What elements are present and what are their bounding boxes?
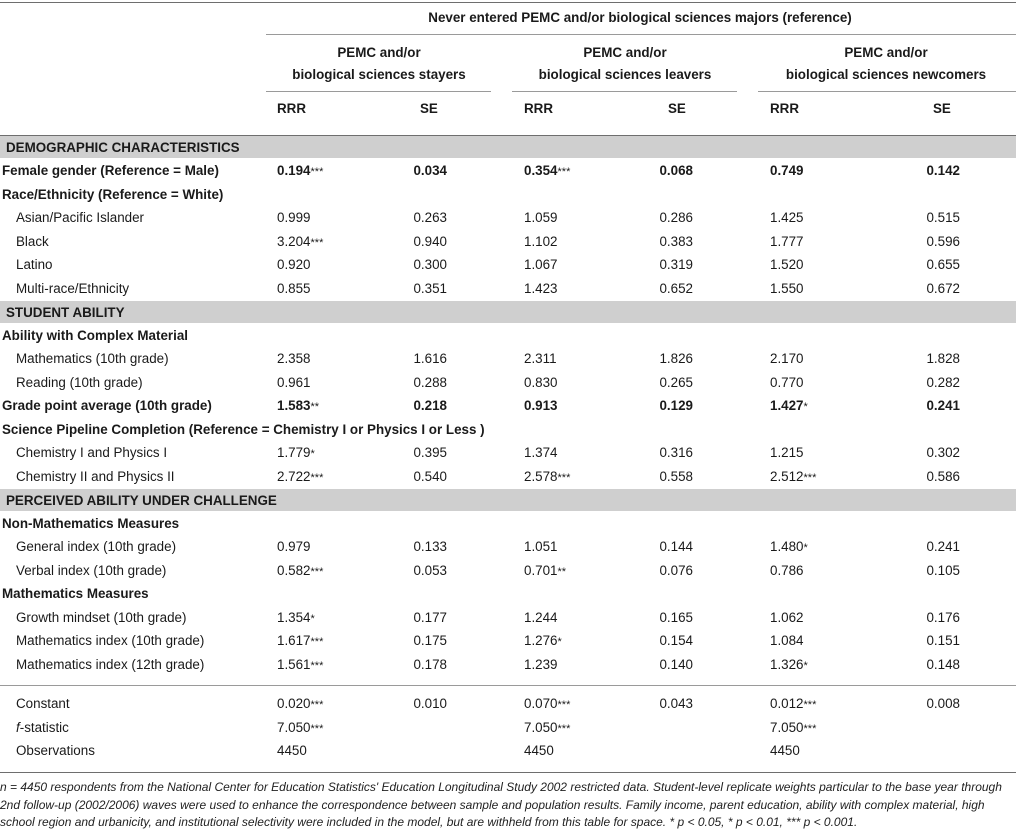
table-row-5-value-1: 0.351 <box>413 281 447 296</box>
table-row-5-value-0: 0.855 <box>277 281 311 296</box>
table-row-18-cell-1 <box>413 633 447 650</box>
table-row-4-cell-1 <box>413 257 447 274</box>
table-row-2-label: Asian/Pacific Islander <box>16 210 145 225</box>
table-row-19-significance-4: * <box>803 660 808 672</box>
table-row-19-cell-3 <box>659 657 693 674</box>
table-row-8-label: Reading (10th grade) <box>16 375 143 390</box>
table-row-11-label: Chemistry I and Physics I <box>16 445 168 460</box>
table-row-8-cell-1 <box>413 375 447 392</box>
table-row-4-value-2: 1.067 <box>524 257 558 272</box>
group-rule-stayers <box>266 91 491 92</box>
table-row-4-cell-4 <box>770 257 804 274</box>
table-row-12-cell-0 <box>277 469 323 486</box>
table-row-19-value-0: 1.561 <box>277 657 311 672</box>
table-row-3-significance-0: *** <box>310 237 324 249</box>
table-row-17-cell-3 <box>659 610 693 627</box>
table-row-14-cell-4 <box>770 539 808 556</box>
table-row-8-cell-3 <box>659 375 693 392</box>
table-row-8-value-4: 0.770 <box>770 375 804 390</box>
table-row-18-label: Mathematics index (10th grade) <box>16 633 205 648</box>
col-header-se-newcomers: SE <box>933 101 951 116</box>
table-row-18-cell-3 <box>659 633 693 650</box>
table-row-15-value-1: 0.053 <box>413 563 447 578</box>
table-row-15-value-5: 0.105 <box>926 563 960 578</box>
table-row-5-cell-4 <box>770 281 804 298</box>
table-row-15-cell-2 <box>524 563 566 580</box>
table-row-0-value-1: 0.034 <box>413 163 447 178</box>
table-row-18-cell-4 <box>770 633 804 650</box>
table-row-12-value-1: 0.540 <box>413 469 447 484</box>
table-row-9-value-1: 0.218 <box>413 398 447 413</box>
table-row-9-cell-3 <box>659 398 693 415</box>
table-row-5-value-3: 0.652 <box>659 281 693 296</box>
table-row-14-value-2: 1.051 <box>524 539 558 554</box>
group-header-newcomers-line2: biological sciences newcomers <box>785 67 987 82</box>
table-row-17-value-5: 0.176 <box>926 610 960 625</box>
table-row-9-value-4: 1.427 <box>770 398 804 413</box>
table-row-3-value-1: 0.940 <box>413 234 447 249</box>
table-row-9-label: Grade point average (10th grade) <box>2 398 212 413</box>
table-row-4-cell-2 <box>524 257 558 274</box>
table-row-18-cell-5 <box>926 633 960 650</box>
stats-row-2-cell-0 <box>277 743 307 760</box>
stats-row-1-cell-4 <box>770 720 816 737</box>
table-row-19-value-2: 1.239 <box>524 657 558 672</box>
stats-row-0-value-3: 0.043 <box>659 696 693 711</box>
stats-row-1-label-text: -statistic <box>19 720 69 735</box>
table-row-14-cell-0 <box>277 539 311 556</box>
table-row-2-cell-4 <box>770 210 804 227</box>
table-row-3-value-5: 0.596 <box>926 234 960 249</box>
table-row-18-cell-2 <box>524 633 562 650</box>
table-row-0-cell-1 <box>413 163 447 180</box>
table-row-15-cell-5 <box>926 563 960 580</box>
table-row-7-value-4: 2.170 <box>770 351 804 366</box>
table-row-9-value-2: 0.913 <box>524 398 558 413</box>
stats-row-1-value-2: 7.050 <box>524 720 558 735</box>
stats-row-0-value-1: 0.010 <box>413 696 447 711</box>
table-row-3-value-2: 1.102 <box>524 234 558 249</box>
table-row-3-value-4: 1.777 <box>770 234 804 249</box>
table-row-15-value-4: 0.786 <box>770 563 804 578</box>
table-row-15-significance-0: *** <box>310 566 324 578</box>
col-header-se-leavers: SE <box>668 101 686 116</box>
section-bar-ability <box>0 301 1016 323</box>
reference-group-header: Never entered PEMC and/or biological sciences majors (reference) <box>428 10 852 25</box>
table-row-2-value-5: 0.515 <box>926 210 960 225</box>
table-row-11-cell-3 <box>659 445 693 462</box>
table-row-9-value-0: 1.583 <box>277 398 311 413</box>
table-row-19-value-4: 1.326 <box>770 657 804 672</box>
stats-row-0-cell-1 <box>413 696 447 713</box>
table-row-7-cell-1 <box>413 351 447 368</box>
stats-row-0-value-5: 0.008 <box>926 696 960 711</box>
stats-row-0-cell-5 <box>926 696 960 713</box>
table-row-2-cell-5 <box>926 210 960 227</box>
table-row-18-value-3: 0.154 <box>659 633 693 648</box>
table-row-11-value-5: 0.302 <box>926 445 960 460</box>
table-row-14-significance-4: * <box>803 542 808 554</box>
table-row-12-significance-4: *** <box>803 472 817 484</box>
table-row-9-significance-0: ** <box>310 401 320 413</box>
table-row-4-cell-3 <box>659 257 693 274</box>
table-row-0-cell-2 <box>524 163 570 180</box>
table-row-11-value-1: 0.395 <box>413 445 447 460</box>
reference-group-rule <box>266 34 1016 35</box>
table-row-12-cell-1 <box>413 469 447 486</box>
table-row-5-value-4: 1.550 <box>770 281 804 296</box>
table-row-12-cell-2 <box>524 469 570 486</box>
stats-row-1-cell-2 <box>524 720 570 737</box>
table-bottom-rule <box>0 772 1016 773</box>
table-row-16-label: Mathematics Measures <box>2 586 149 601</box>
table-row-15-cell-1 <box>413 563 447 580</box>
table-row-9-cell-0 <box>277 398 319 415</box>
table-row-2-cell-1 <box>413 210 447 227</box>
col-header-se-stayers: SE <box>420 101 438 116</box>
stats-row-0-significance-0: *** <box>310 699 324 711</box>
table-row-17-significance-0: * <box>310 613 315 625</box>
table-row-2-value-1: 0.263 <box>413 210 447 225</box>
table-row-11-cell-2 <box>524 445 558 462</box>
table-row-17-value-3: 0.165 <box>659 610 693 625</box>
table-row-5-cell-2 <box>524 281 558 298</box>
table-row-14-value-3: 0.144 <box>659 539 693 554</box>
stats-row-1-value-4: 7.050 <box>770 720 804 735</box>
stats-row-1-label <box>16 720 69 736</box>
table-row-4-value-5: 0.655 <box>926 257 960 272</box>
table-row-14-cell-5 <box>926 539 960 556</box>
table-row-18-significance-2: * <box>557 636 562 648</box>
stats-row-0-value-2: 0.070 <box>524 696 558 711</box>
table-row-9-value-5: 0.241 <box>926 398 960 413</box>
table-row-0-value-3: 0.068 <box>659 163 693 178</box>
table-row-17-value-1: 0.177 <box>413 610 447 625</box>
table-row-14-value-4: 1.480 <box>770 539 804 554</box>
table-row-5-value-5: 0.672 <box>926 281 960 296</box>
table-row-19-significance-0: *** <box>310 660 324 672</box>
table-row-4-cell-5 <box>926 257 960 274</box>
table-row-3-cell-2 <box>524 234 558 251</box>
table-row-15-significance-2: ** <box>557 566 567 578</box>
table-row-12-significance-0: *** <box>310 472 324 484</box>
group-rule-leavers <box>512 91 737 92</box>
table-row-7-cell-0 <box>277 351 311 368</box>
table-row-17-cell-5 <box>926 610 960 627</box>
group-header-newcomers-line1: PEMC and/or <box>844 45 928 60</box>
table-row-4-value-1: 0.300 <box>413 257 447 272</box>
table-row-11-cell-5 <box>926 445 960 462</box>
table-row-0-cell-0 <box>277 163 323 180</box>
table-row-8-value-3: 0.265 <box>659 375 693 390</box>
table-row-18-significance-0: *** <box>310 636 324 648</box>
table-row-17-cell-4 <box>770 610 804 627</box>
section-title-demographic: DEMOGRAPHIC CHARACTERISTICS <box>6 140 240 155</box>
table-row-0-cell-3 <box>659 163 693 180</box>
table-row-15-value-2: 0.701 <box>524 563 558 578</box>
table-row-1-label: Race/Ethnicity (Reference = White) <box>2 187 224 202</box>
table-row-8-cell-5 <box>926 375 960 392</box>
table-top-rule <box>0 2 1016 3</box>
table-row-15-value-0: 0.582 <box>277 563 311 578</box>
table-row-17-value-0: 1.354 <box>277 610 311 625</box>
group-header-stayers-line2: biological sciences stayers <box>292 67 466 82</box>
table-row-14-cell-2 <box>524 539 558 556</box>
table-row-12-cell-3 <box>659 469 693 486</box>
table-row-19-value-1: 0.178 <box>413 657 447 672</box>
table-row-5-cell-3 <box>659 281 693 298</box>
table-row-11-value-3: 0.316 <box>659 445 693 460</box>
table-row-12-value-4: 2.512 <box>770 469 804 484</box>
table-row-3-cell-1 <box>413 234 447 251</box>
table-row-19-cell-4 <box>770 657 808 674</box>
table-row-7-value-5: 1.828 <box>926 351 960 366</box>
group-header-leavers-line2: biological sciences leavers <box>538 67 712 82</box>
table-row-4-value-0: 0.920 <box>277 257 311 272</box>
table-row-0-cell-5 <box>926 163 960 180</box>
table-row-18-cell-0 <box>277 633 323 650</box>
table-row-12-value-5: 0.586 <box>926 469 960 484</box>
stats-row-1-significance-0: *** <box>310 723 324 735</box>
stats-row-1-label-italic: f <box>16 720 20 735</box>
group-rule-newcomers <box>758 91 1016 92</box>
stats-row-0-cell-4 <box>770 696 816 713</box>
table-row-11-significance-0: * <box>310 448 315 460</box>
table-footnote: n = 4450 respondents from the National Center for Education Statistics' Education Longitudinal Study 2002 restricted data. Student-level replicate weights particular to the base year through 2nd follow-up (2002/2006) waves were used to enhance the correspondence between sample and population results. Family income, parent education, ability with complex material, high school region and urbanicity, and institutional selectivity were included in the model, but are withheld from this table for space. * p < 0.05, * p < 0.01, *** p < 0.001. <box>0 780 1002 829</box>
table-row-8-value-2: 0.830 <box>524 375 558 390</box>
table-row-12-value-2: 2.578 <box>524 469 558 484</box>
table-row-13-label: Non-Mathematics Measures <box>2 516 180 531</box>
stats-row-0-significance-4: *** <box>803 699 817 711</box>
table-row-11-cell-1 <box>413 445 447 462</box>
table-row-0-value-5: 0.142 <box>926 163 960 178</box>
stats-row-2-value-2: 4450 <box>524 743 554 758</box>
stats-row-2-value-0: 4450 <box>277 743 307 758</box>
table-row-14-cell-1 <box>413 539 447 556</box>
table-row-8-value-0: 0.961 <box>277 375 311 390</box>
table-row-18-value-2: 1.276 <box>524 633 558 648</box>
table-row-15-cell-3 <box>659 563 693 580</box>
stats-row-2-cell-4 <box>770 743 800 760</box>
table-row-15-cell-0 <box>277 563 323 580</box>
table-row-7-value-1: 1.616 <box>413 351 447 366</box>
table-row-7-cell-5 <box>926 351 960 368</box>
table-row-17-value-2: 1.244 <box>524 610 558 625</box>
table-row-8-value-1: 0.288 <box>413 375 447 390</box>
table-row-15-cell-4 <box>770 563 804 580</box>
group-header-leavers-line1: PEMC and/or <box>583 45 667 60</box>
stats-row-1-value-0: 7.050 <box>277 720 311 735</box>
table-row-3-label: Black <box>16 234 49 249</box>
table-row-18-value-1: 0.175 <box>413 633 447 648</box>
table-row-6-label: Ability with Complex Material <box>2 328 189 343</box>
stats-row-2-label: Observations <box>16 743 95 758</box>
table-row-15-label: Verbal index (10th grade) <box>16 563 167 578</box>
table-row-12-cell-5 <box>926 469 960 486</box>
table-row-2-cell-3 <box>659 210 693 227</box>
group-header-stayers-line1: PEMC and/or <box>337 45 421 60</box>
table-row-8-value-5: 0.282 <box>926 375 960 390</box>
table-row-2-value-0: 0.999 <box>277 210 311 225</box>
stats-row-0-cell-0 <box>277 696 323 713</box>
table-row-15-value-3: 0.076 <box>659 563 693 578</box>
table-row-3-value-0: 3.204 <box>277 234 311 249</box>
table-row-11-value-0: 1.779 <box>277 445 311 460</box>
table-row-2-value-4: 1.425 <box>770 210 804 225</box>
table-row-11-cell-0 <box>277 445 315 462</box>
table-row-8-cell-2 <box>524 375 558 392</box>
table-row-0-value-2: 0.354 <box>524 163 558 178</box>
table-row-11-value-4: 1.215 <box>770 445 804 460</box>
table-row-5-cell-5 <box>926 281 960 298</box>
table-row-7-cell-2 <box>524 351 557 368</box>
table-row-0-label: Female gender (Reference = Male) <box>2 163 219 178</box>
stats-row-1-significance-2: *** <box>557 723 571 735</box>
table-row-8-cell-0 <box>277 375 311 392</box>
table-row-9-cell-5 <box>926 398 960 415</box>
table-row-2-cell-2 <box>524 210 558 227</box>
table-row-7-label: Mathematics (10th grade) <box>16 351 169 366</box>
table-row-19-label: Mathematics index (12th grade) <box>16 657 205 672</box>
table-row-3-cell-3 <box>659 234 693 251</box>
table-row-5-label: Multi-race/Ethnicity <box>16 281 130 296</box>
table-row-11-value-2: 1.374 <box>524 445 558 460</box>
table-row-2-value-2: 1.059 <box>524 210 558 225</box>
table-row-19-cell-2 <box>524 657 558 674</box>
table-row-17-cell-0 <box>277 610 315 627</box>
col-header-rrr-leavers: RRR <box>524 101 554 116</box>
table-row-9-cell-1 <box>413 398 447 415</box>
table-row-17-cell-1 <box>413 610 447 627</box>
stats-row-1-significance-4: *** <box>803 723 817 735</box>
table-row-14-label: General index (10th grade) <box>16 539 177 554</box>
table-row-5-cell-1 <box>413 281 447 298</box>
table-row-14-cell-3 <box>659 539 693 556</box>
table-row-9-significance-4: * <box>803 401 808 413</box>
table-row-0-value-0: 0.194 <box>277 163 311 178</box>
section-title-perceived: PERCEIVED ABILITY UNDER CHALLENGE <box>6 493 277 508</box>
table-row-3-cell-4 <box>770 234 804 251</box>
section-title-ability: STUDENT ABILITY <box>6 305 125 320</box>
table-row-19-value-5: 0.148 <box>926 657 960 672</box>
table-row-9-cell-2 <box>524 398 558 415</box>
col-header-rrr-newcomers: RRR <box>770 101 800 116</box>
table-row-17-value-4: 1.062 <box>770 610 804 625</box>
table-row-9-cell-4 <box>770 398 808 415</box>
table-row-19-cell-0 <box>277 657 323 674</box>
table-row-7-cell-3 <box>659 351 693 368</box>
stats-row-2-cell-2 <box>524 743 554 760</box>
stats-row-2-value-4: 4450 <box>770 743 800 758</box>
table-row-0-significance-2: *** <box>557 166 571 178</box>
table-row-3-value-3: 0.383 <box>659 234 693 249</box>
stats-row-0-cell-2 <box>524 696 570 713</box>
table-row-17-label: Growth mindset (10th grade) <box>16 610 187 625</box>
section-bar-perceived <box>0 489 1016 511</box>
table-row-17-cell-2 <box>524 610 558 627</box>
stats-row-0-label: Constant <box>16 696 70 711</box>
table-row-5-cell-0 <box>277 281 311 298</box>
table-row-4-value-4: 1.520 <box>770 257 804 272</box>
table-row-14-value-5: 0.241 <box>926 539 960 554</box>
table-row-12-significance-2: *** <box>557 472 571 484</box>
table-row-12-cell-4 <box>770 469 816 486</box>
table-row-19-cell-1 <box>413 657 447 674</box>
table-row-19-cell-5 <box>926 657 960 674</box>
table-row-10-label: Science Pipeline Completion (Reference = Chemistry I or Physics I or Less ) <box>2 422 485 437</box>
table-row-18-value-0: 1.617 <box>277 633 311 648</box>
table-row-11-cell-4 <box>770 445 804 462</box>
table-row-14-value-0: 0.979 <box>277 539 311 554</box>
table-row-5-value-2: 1.423 <box>524 281 558 296</box>
table-row-12-value-3: 0.558 <box>659 469 693 484</box>
table-row-18-value-4: 1.084 <box>770 633 804 648</box>
table-row-3-cell-0 <box>277 234 323 251</box>
table-row-0-significance-0: *** <box>310 166 324 178</box>
table-row-19-value-3: 0.140 <box>659 657 693 672</box>
table-row-7-value-2: 2.311 <box>524 351 557 366</box>
stats-row-0-significance-2: *** <box>557 699 571 711</box>
table-row-0-value-4: 0.749 <box>770 163 804 178</box>
table-row-2-cell-0 <box>277 210 311 227</box>
table-row-12-value-0: 2.722 <box>277 469 311 484</box>
section-bar-demographic <box>0 136 1016 158</box>
table-row-14-value-1: 0.133 <box>413 539 447 554</box>
stats-row-1-cell-0 <box>277 720 323 737</box>
stats-row-0-value-0: 0.020 <box>277 696 311 711</box>
table-row-7-cell-4 <box>770 351 804 368</box>
table-row-12-label: Chemistry II and Physics II <box>16 469 175 484</box>
stats-row-0-cell-3 <box>659 696 693 713</box>
table-row-7-value-3: 1.826 <box>659 351 693 366</box>
model-stats-rule <box>0 685 1016 686</box>
table-row-4-label: Latino <box>16 257 53 272</box>
table-row-8-cell-4 <box>770 375 804 392</box>
table-row-18-value-5: 0.151 <box>926 633 960 648</box>
table-row-0-cell-4 <box>770 163 804 180</box>
table-row-2-value-3: 0.286 <box>659 210 693 225</box>
table-row-4-cell-0 <box>277 257 311 274</box>
table-row-4-value-3: 0.319 <box>659 257 693 272</box>
col-header-rrr-stayers: RRR <box>277 101 307 116</box>
table-row-3-cell-5 <box>926 234 960 251</box>
stats-row-0-value-4: 0.012 <box>770 696 804 711</box>
table-row-7-value-0: 2.358 <box>277 351 311 366</box>
table-row-9-value-3: 0.129 <box>659 398 693 413</box>
